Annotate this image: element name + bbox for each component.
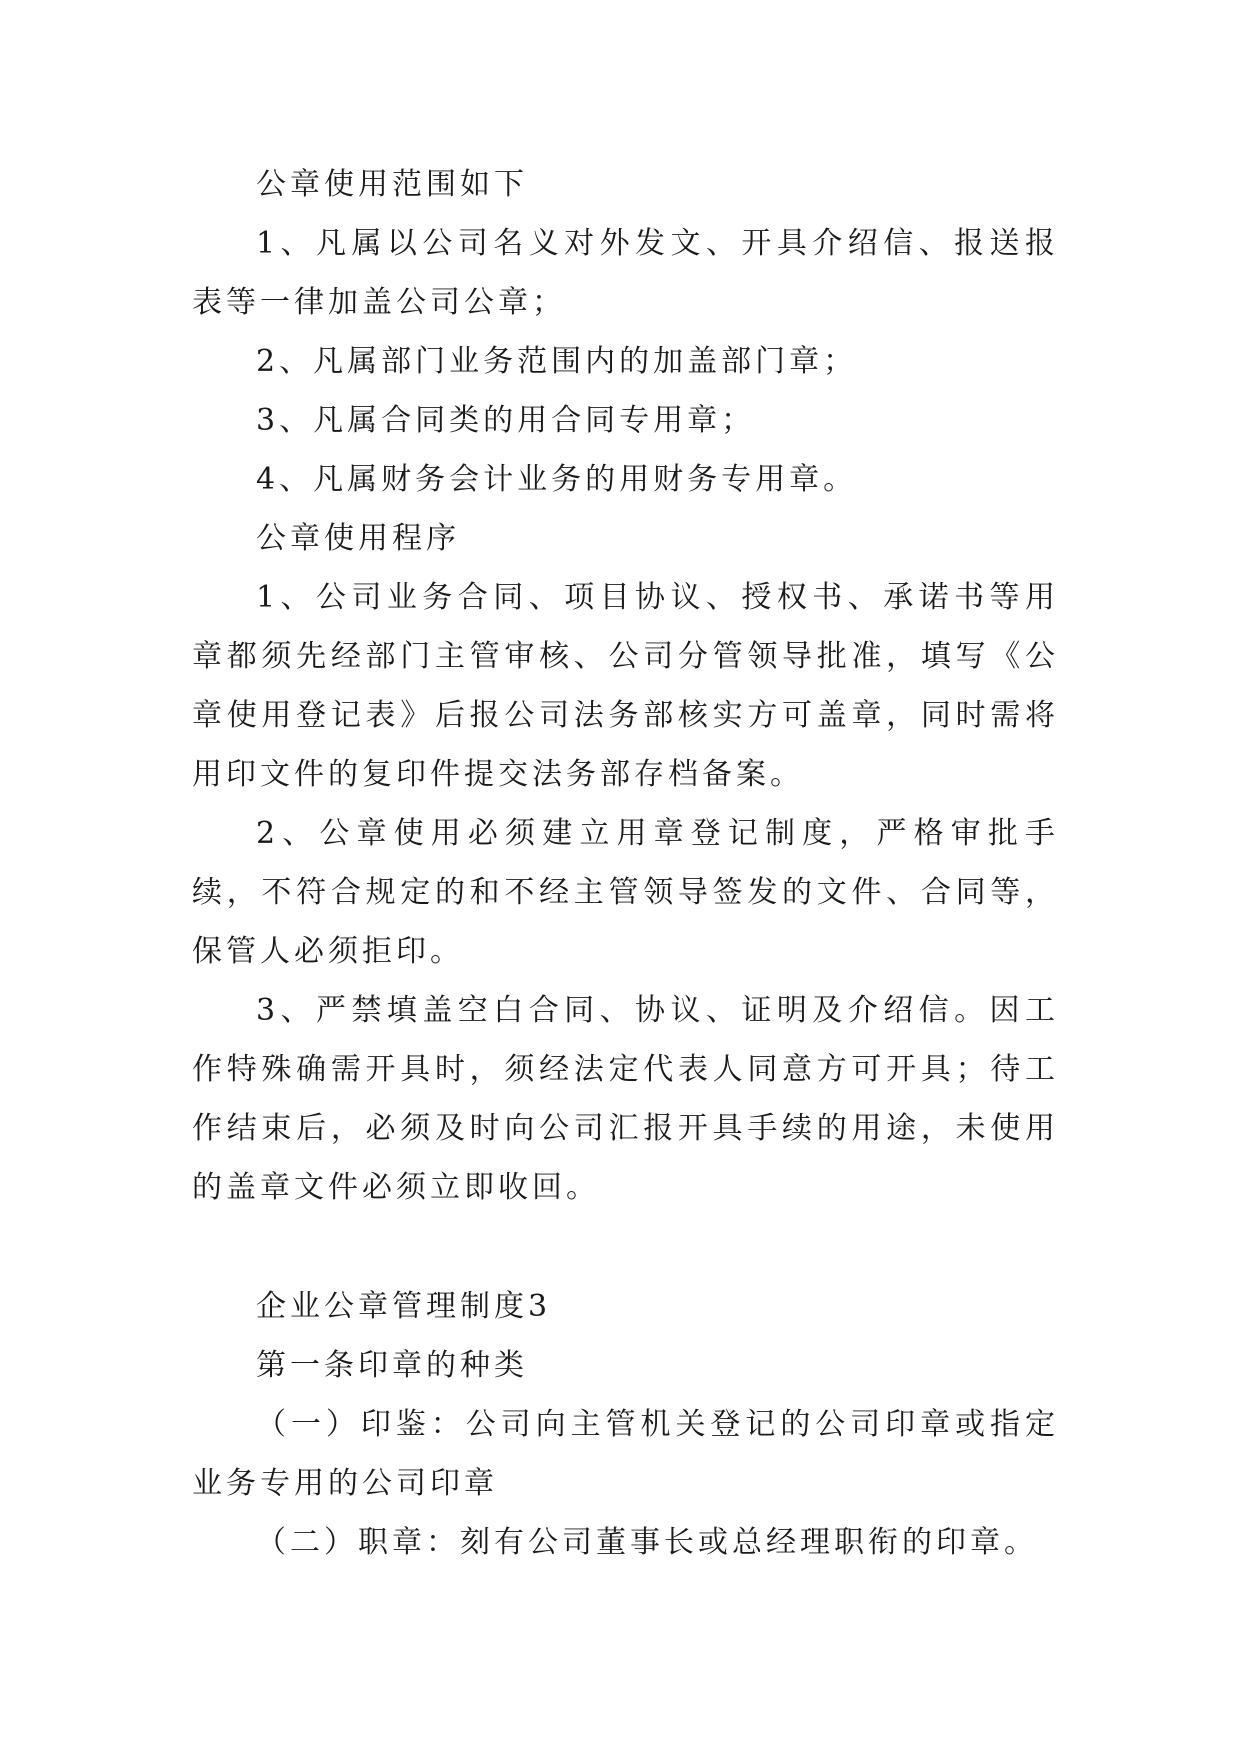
paragraph-procedure-item-2: 2、公章使用必须建立用章登记制度，严格审批手续，不符合规定的和不经主管领导签发的文件、合同等，保管人必须拒印。 bbox=[192, 816, 1059, 969]
article-1-item-2: （二）职章：刻有公司董事长或总经理职衔的印章。 bbox=[256, 1525, 1038, 1560]
section-gap bbox=[192, 1217, 1059, 1277]
section-title: 企业公章管理制度3 bbox=[256, 1289, 552, 1324]
paragraph-procedure-heading: 公章使用程序 bbox=[256, 521, 460, 556]
article-1-heading: 第一条印章的种类 bbox=[256, 1348, 528, 1383]
document-body bbox=[192, 155, 1059, 1572]
paragraph-procedure-item-1: 1、公司业务合同、项目协议、授权书、承诺书等用章都须先经部门主管审核、公司分管领导批准，填写《公章使用登记表》后报公司法务部核实方可盖章，同时需将用印文件的复印件提交法务部存档备案。 bbox=[192, 580, 1059, 792]
paragraph-scope-item-4: 4、凡属财务会计业务的用财务专用章。 bbox=[256, 462, 858, 497]
article-1-item-1: （一）印鉴：公司向主管机关登记的公司印章或指定业务专用的公司印章 bbox=[192, 1407, 1059, 1501]
paragraph-procedure-item-3: 3、严禁填盖空白合同、协议、证明及介绍信。因工作特殊确需开具时，须经法定代表人同意方可开具；待工作结束后，必须及时向公司汇报开具手续的用途，未使用的盖章文件必须立即收回。 bbox=[192, 993, 1059, 1205]
paragraph-scope-item-2: 2、凡属部门业务范围内的加盖部门章； bbox=[256, 344, 858, 379]
paragraph-scope-heading: 公章使用范围如下 bbox=[256, 167, 528, 202]
paragraph-scope-item-1: 1、凡属以公司名义对外发文、开具介绍信、报送报表等一律加盖公司公章； bbox=[192, 226, 1059, 320]
paragraph-scope-item-3: 3、凡属合同类的用合同专用章； bbox=[256, 403, 756, 438]
